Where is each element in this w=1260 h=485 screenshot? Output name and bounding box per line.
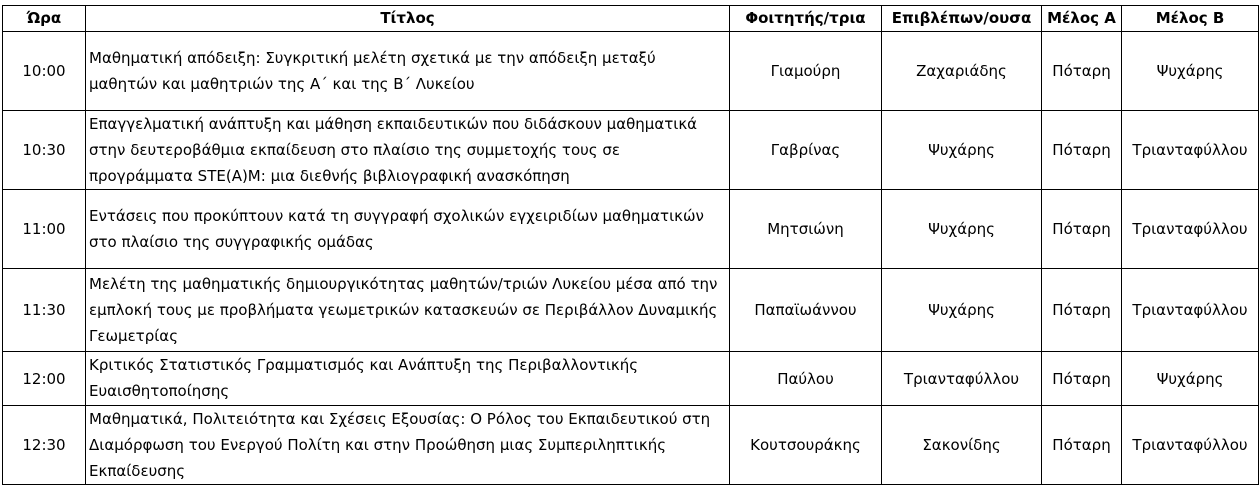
cell-supervisor: Σακονίδης	[882, 406, 1042, 485]
cell-member-b: Τριανταφύλλου	[1122, 190, 1259, 269]
cell-title	[86, 190, 730, 269]
schedule-table	[2, 5, 1259, 485]
header-supervisor: Επιβλέπων/ουσα	[882, 6, 1042, 32]
cell-title	[86, 406, 730, 485]
cell-supervisor: Τριανταφύλλου	[882, 352, 1042, 406]
header-row	[3, 6, 1259, 32]
cell-time: 11:00	[3, 190, 86, 269]
cell-member-b: Ψυχάρης	[1122, 32, 1259, 111]
cell-student: Γιαμούρη	[730, 32, 882, 111]
table-row	[3, 190, 1259, 269]
header-student: Φοιτητής/τρια	[730, 6, 882, 32]
cell-title	[86, 269, 730, 352]
table-row	[3, 32, 1259, 111]
cell-member-b: Τριανταφύλλου	[1122, 269, 1259, 352]
cell-student: Γαβρίνας	[730, 111, 882, 190]
header-time: Ώρα	[3, 6, 86, 32]
title-text: Μαθηματική απόδειξη: Συγκριτική μελέτη σχετικά με την απόδειξη μεταξύ μαθητών και μαθητριών της Α΄ και της Β΄ Λυκείου	[89, 49, 656, 93]
title-text: Επαγγελματική ανάπτυξη και μάθηση εκπαιδευτικών που διδάσκουν μαθηματικά στην δευτεροβάθμια εκπαίδευση στο πλαίσιο της συμμετοχής τους σε προγράμματα STE(A)M: μια διεθνής βιβλιογραφική ανασκόπηση	[89, 115, 698, 185]
cell-member-b: Τριανταφύλλου	[1122, 111, 1259, 190]
cell-student: Μητσιώνη	[730, 190, 882, 269]
cell-supervisor: Ζαχαριάδης	[882, 32, 1042, 111]
cell-supervisor: Ψυχάρης	[882, 269, 1042, 352]
cell-member-a: Πόταρη	[1042, 32, 1122, 111]
cell-title	[86, 32, 730, 111]
cell-time: 10:30	[3, 111, 86, 190]
header-member-b: Μέλος Β	[1122, 6, 1259, 32]
table-row	[3, 269, 1259, 352]
title-text: Μελέτη της μαθηματικής δημιουργικότητας μαθητών/τριών Λυκείου μέσα από την εμπλοκή τους με προβλήματα γεωμετρικών κατασκευών σε Περιβάλλον Δυναμικής Γεωμετρίας	[89, 275, 718, 345]
cell-member-b: Ψυχάρης	[1122, 352, 1259, 406]
cell-member-b: Τριανταφύλλου	[1122, 406, 1259, 485]
title-text: Μαθηματικά, Πολιτειότητα και Σχέσεις Εξουσίας: Ο Ρόλος του Εκπαιδευτικού στη Διαμόρφωση του Ενεργού Πολίτη και στην Προώθηση μιας Συμπεριληπτικής Εκπαίδευσης	[89, 410, 711, 480]
table-row	[3, 111, 1259, 190]
cell-member-a: Πόταρη	[1042, 352, 1122, 406]
cell-time: 12:30	[3, 406, 86, 485]
table-row	[3, 406, 1259, 485]
cell-supervisor: Ψυχάρης	[882, 190, 1042, 269]
cell-supervisor: Ψυχάρης	[882, 111, 1042, 190]
table-row	[3, 352, 1259, 406]
cell-student: Παπαϊωάννου	[730, 269, 882, 352]
cell-member-a: Πόταρη	[1042, 190, 1122, 269]
cell-member-a: Πόταρη	[1042, 111, 1122, 190]
cell-member-a: Πόταρη	[1042, 406, 1122, 485]
cell-student: Παύλου	[730, 352, 882, 406]
title-text: Κριτικός Στατιστικός Γραμματισμός και Ανάπτυξη της Περιβαλλοντικής Ευαισθητοποίησης	[89, 356, 639, 400]
cell-title	[86, 111, 730, 190]
header-title: Τίτλος	[86, 6, 730, 32]
cell-student: Κουτσουράκης	[730, 406, 882, 485]
cell-time: 10:00	[3, 32, 86, 111]
title-text: Εντάσεις που προκύπτουν κατά τη συγγραφή σχολικών εγχειριδίων μαθηματικών στο πλαίσιο της συγγραφικής ομάδας	[89, 207, 704, 251]
cell-title	[86, 352, 730, 406]
cell-time: 12:00	[3, 352, 86, 406]
header-member-a: Μέλος Α	[1042, 6, 1122, 32]
cell-member-a: Πόταρη	[1042, 269, 1122, 352]
cell-time: 11:30	[3, 269, 86, 352]
